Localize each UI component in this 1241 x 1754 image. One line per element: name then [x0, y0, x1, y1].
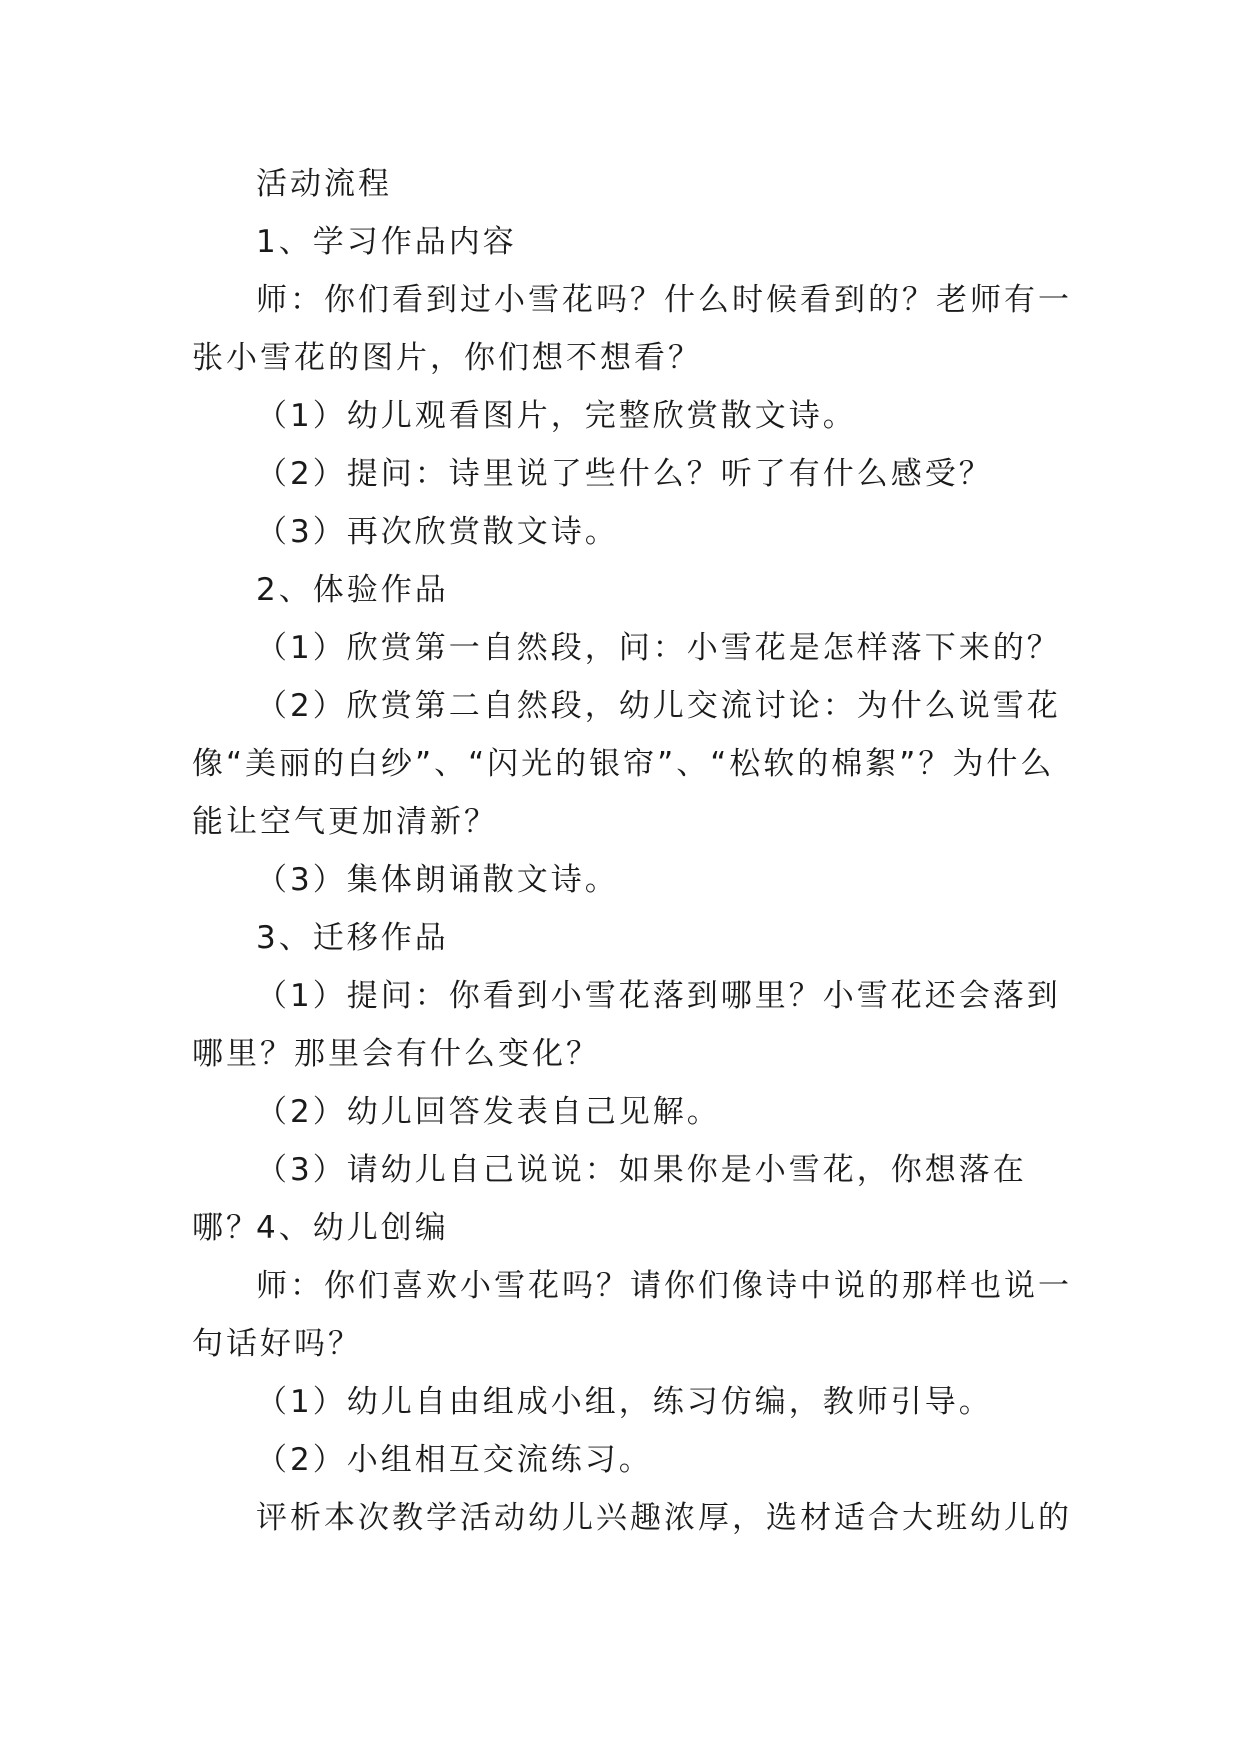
list-item-2-1: （1）欣赏第一自然段，问：小雪花是怎样落下来的？ [256, 630, 1061, 666]
list-item-4-2: （2）小组相互交流练习。 [256, 1442, 653, 1478]
step-heading-1: 1、学习作品内容 [256, 224, 517, 260]
list-item-2-2: （2）欣赏第二自然段，幼儿交流讨论：为什么说雪花像“美丽的白纱”、“闪光的银帘”、“松软的棉絮”？为什么能让空气更加清新？ [192, 688, 1061, 840]
paragraph-evaluation: 评析本次教学活动幼儿兴趣浓厚，选材适合大班幼儿的 [256, 1500, 1072, 1536]
paragraph-teacher-question-2: 师：你们喜欢小雪花吗？请你们像诗中说的那样也说一句话好吗？ [192, 1268, 1072, 1362]
list-item-2-3: （3）集体朗诵散文诗。 [256, 862, 619, 898]
list-item-1-2: （2）提问：诗里说了些什么？听了有什么感受？ [256, 456, 993, 492]
step-heading-3: 3、迁移作品 [256, 920, 449, 956]
list-item-1-1: （1）幼儿观看图片，完整欣赏散文诗。 [256, 398, 857, 434]
list-item-3-2: （2）幼儿回答发表自己见解。 [256, 1094, 721, 1130]
paragraph-teacher-question-1: 师：你们看到过小雪花吗？什么时候看到的？老师有一张小雪花的图片，你们想不想看？ [192, 282, 1072, 376]
list-item-1-3: （3）再次欣赏散文诗。 [256, 514, 619, 550]
list-item-4-1: （1）幼儿自由组成小组，练习仿编，教师引导。 [256, 1384, 993, 1420]
list-item-3-3: （3）请幼儿自己说说：如果你是小雪花，你想落在哪？ [192, 1152, 1027, 1246]
step-heading-4: 4、幼儿创编 [256, 1210, 449, 1246]
list-item-3-1: （1）提问：你看到小雪花落到哪里？小雪花还会落到哪里？那里会有什么变化？ [192, 978, 1061, 1072]
section-heading-activity-flow: 活动流程 [256, 166, 392, 202]
step-heading-2: 2、体验作品 [256, 572, 449, 608]
